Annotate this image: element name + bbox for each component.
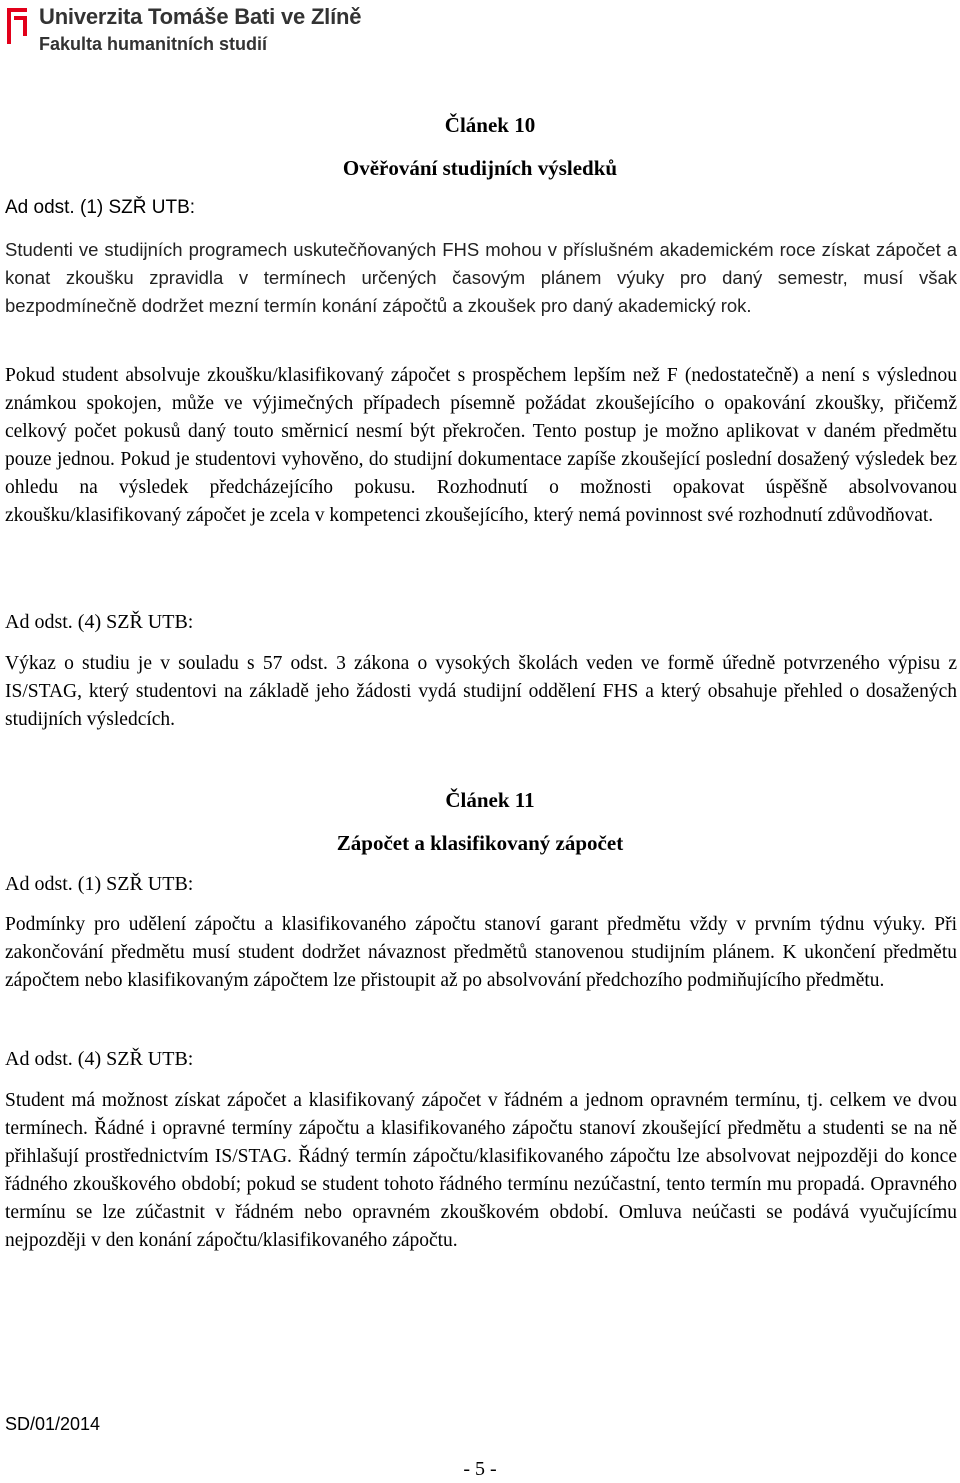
article11-title: Článek 11: [445, 788, 535, 812]
article10-ad4-paragraph: Výkaz o studiu je v souladu s 57 odst. 3 zákona o vysokých školách veden ve formě úředně potvrzeného výpisu z IS/STAG, který studentovi na základě jeho žádosti vydá studijní oddělení FHS a který obsahuje přehled o dosažených studijních výsledcích.: [5, 653, 957, 730]
article11-ad4-label: Ad odst. (4) SZŘ UTB:: [5, 1048, 194, 1070]
article10-ad4-label: Ad odst. (4) SZŘ UTB:: [5, 611, 194, 633]
university-name: Univerzita Tomáše Bati ve Zlíně: [39, 4, 362, 29]
article10-title: Článek 10: [444, 113, 536, 137]
header-logo: [5, 4, 365, 60]
document-id: SD/01/2014: [5, 1414, 101, 1434]
article11-ad4-paragraph: Student má možnost získat zápočet a klasifikovaný zápočet v řádném a jednom opravném termínu, tj. celkem ve dvou termínech. Řádné i opravné termíny zápočtu a klasifikovaného zápočtu stanoví zkoušející předmětu a studenti se na ně přihlašují prostřednictvím IS/STAG. Řádný termín zápočtu/klasifikovaného zápočtu lze absolvovat nejpozději do konce řádného zkouškového období; pokud se student tohoto řádného termínu nezúčastní, tento termín mu propadá. Opravného termínu se lze zúčastnit v řádném nebo opravném zkouškovém období. Omluva neúčasti se podává vyučujícímu nejpozději v den konání zápočtu/klasifikovaného zápočtu.: [5, 1090, 957, 1251]
article10-ad1-label: Ad odst. (1) SZŘ UTB:: [5, 197, 196, 218]
article10-ad1-paragraph2: Pokud student absolvuje zkoušku/klasifikovaný zápočet s prospěchem lepším než F (nedostatečně) a není s výslednou známkou spokojen, může ve výjimečných případech písemně požádat zkoušejícího o opakování zkoušky, přičemž celkový počet pokusů daný touto směrnicí nesmí být překročen. Tento postup je možno aplikovat v daném předmětu pouze jednou. Pokud je studentovi vyhověno, do studijní dokumentace zapíše zkoušející poslední dosažený výsledek bez ohledu na výsledek předcházejícího pokusu. Rozhodnutí o možnosti opakovat úspěšně absolvovanou zkoušku/klasifikovaný zápočet je zcela v kompetenci zkoušejícího, který nemá povinnost své rozhodnutí zdůvodňovat.: [5, 365, 957, 526]
faculty-name: Fakulta humanitních studií: [39, 34, 268, 54]
article10-ad1-paragraph: Studenti ve studijních programech uskutečňovaných FHS mohou v příslušném akademickém roce získat zápočet a konat zkoušku zpravidla v termínech určených časovým plánem výuky pro daný semestr, musí však bezpodmínečně dodržet mezní termín konání zápočtů a zkoušek pro daný akademický rok.: [5, 239, 957, 316]
article11-ad1-paragraph: Podmínky pro udělení zápočtu a klasifikovaného zápočtu stanoví garant předmětu vždy v prvním týdnu výuky. Při zakončování předmětu musí student dodržet návaznost předmětů stanovenou studijním plánem. K ukončení předmětu zápočtem nebo klasifikovaným zápočtem lze přistoupit až po absolvování předchozího podmiňujícího předmětu.: [5, 914, 957, 991]
article11-subtitle: Zápočet a klasifikovaný zápočet: [336, 831, 624, 855]
university-logo-icon: [5, 6, 29, 46]
page-number: - 5 -: [463, 1458, 497, 1480]
article10-subtitle: Ověřování studijních výsledků: [342, 156, 618, 180]
article11-ad1-label: Ad odst. (1) SZŘ UTB:: [5, 873, 194, 895]
